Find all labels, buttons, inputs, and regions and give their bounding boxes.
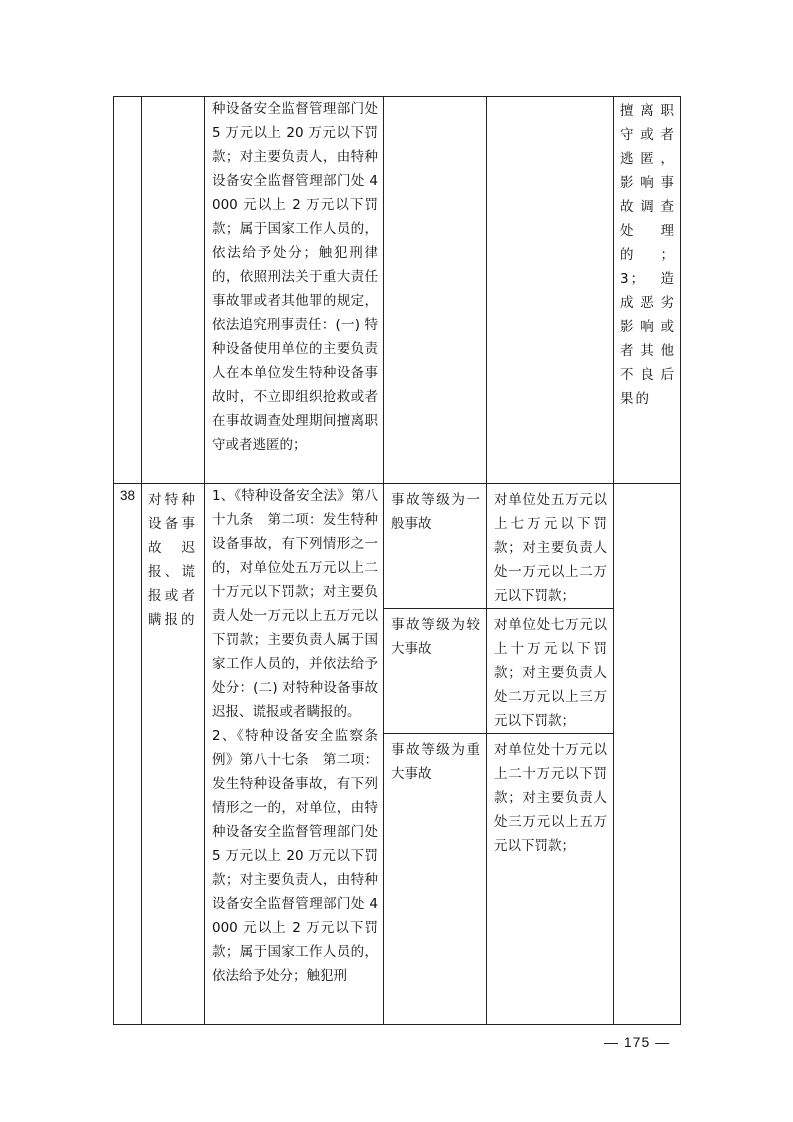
circumstance-text: 事故等级为重大事故 [391,742,480,782]
table-row [114,97,681,484]
legal-basis-text: 1、《特种设备安全法》第八十九条 第二项：发生特种设备事故，有下列情形之一的，对单位处五万元以上二十万元以下罚款；对主要负责人处一万元以上五万元以下罚款；主要负责人属于国家工作人员的，并依法给予处分：(二) 对特种设备事故迟报、谎报或者瞒报的。 2、《特种设备安全监察条例》第八十七条 第二项：发生特种设备事故，有下列情形之一的，对单位，由特种设备安全监督管理部门处 5 万元以上 20 万元以下罚款；对主要负责人，由特种设备安全监督管理部门处 4000 元以上 2 万元以下罚款；属于国家工作人员的，依法给予处分；触犯刑 [212,488,378,984]
penalty-text: 对单位处十万元以上二十万元以下罚款；对主要负责人处三万元以上五万元以下罚款； [494,742,607,854]
legal-basis-text: 种设备安全监督管理部门处 5 万元以上 20 万元以下罚款；对主要负责人，由特种设备安全监督管理部门处 4000 元以上 2 万元以下罚款；属于国家工作人员的，依法给予处分；触犯刑律的，依照刑法关于重大责任事故罪或者其他罪的规定，依法追究刑事责任：(一) 特种设备使用单位的主要负责人在本单位发生特种设备事故时，不立即组织抢救或者在事故调查处理期间擅离职守或者逃匿的； [212,101,383,453]
penalty-table [113,96,681,1025]
penalty-cell [487,484,614,609]
legal-basis-cell [205,97,384,484]
circumstance-cell [384,97,487,484]
item-name-cell [142,97,205,484]
remark-cell [614,484,681,1025]
circumstance-text: 事故等级为较大事故 [391,617,480,657]
page-number: — 175 — [604,1034,671,1050]
remark-cell [614,97,681,484]
penalty-cell [487,97,614,484]
circumstance-cell [384,484,487,609]
row-index-cell: 38 [114,484,142,1025]
penalty-cell [487,734,614,1025]
penalty-cell [487,609,614,734]
remark-text: 擅离职守或者逃匿，影响事故调查处理的；3；造成恶劣影响或者其他不良后果的 [620,103,676,407]
penalty-text: 对单位处七万元以上十万元以下罚款；对主要负责人处二万元以上三万元以下罚款； [494,617,607,729]
circumstance-cell [384,734,487,1025]
row-index-cell [114,97,142,484]
circumstance-cell [384,609,487,734]
table-row [114,484,681,609]
circumstance-text: 事故等级为一般事故 [391,492,480,532]
legal-basis-cell [205,484,384,1025]
penalty-text: 对单位处五万元以上七万元以下罚款；对主要负责人处一万元以上二万元以下罚款； [494,492,607,604]
item-name-text: 对特种设备事故迟报、谎报或者瞒报的 [148,492,198,628]
item-name-cell [142,484,205,1025]
